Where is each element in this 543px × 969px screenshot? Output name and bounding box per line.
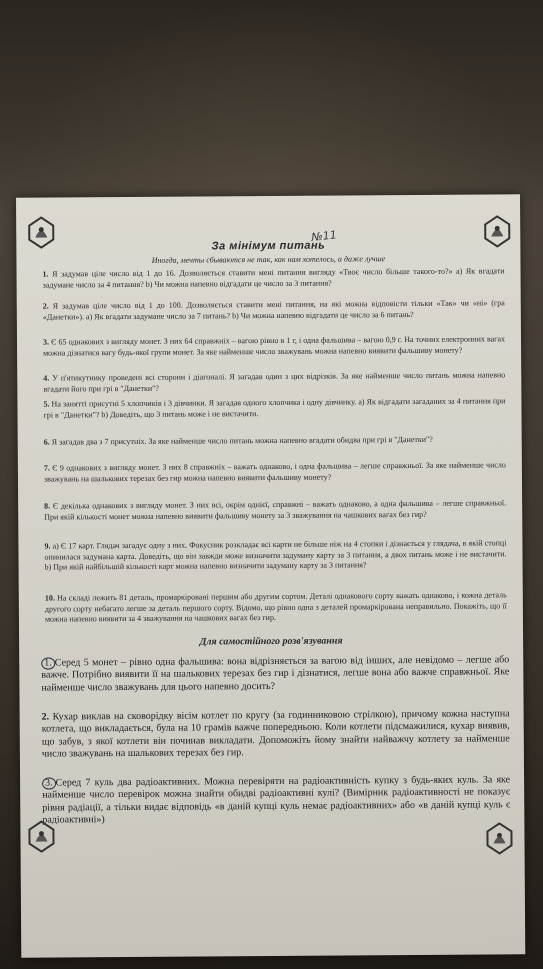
problem-4: 4. У п'ятикутнику проведені всі сторони і діагоналі. Я загадав один з цих відрізків. За яке найменше число питань можна напевно вгадати його при грі в "Данетки"? — [43, 370, 506, 394]
handwritten-note: №11 — [310, 228, 338, 244]
self-study-heading: Для самостійного розв'язування — [199, 635, 343, 648]
problem-10: 10. На складі лежить 81 деталь, промаркірованi першим або другим сортом. Деталі однакового сорту важать однаково, і кожна деталь другого сорту небагато легше за деталь першого сорту. Відомо, що рівно одна з деталей промаркірована неправильно. Покажіть, що її можна напевно виявити за 4 зважування на чашкових вагах без гир. — [44, 590, 507, 624]
self-study-problem-1: 1. Серед 5 монет – рівно одна фальшива: вона відрізняється за вагою від інших, але невідомо – легше або важче. Потрібно виявити її на шалькових терезах без гир і дізнатися, легше вона або важче справжньої. Яке найменше число зважувань для цього напевно досить? — [41, 654, 510, 694]
circled-number: 1. — [41, 658, 55, 670]
problem-3: 3. Є 65 однакових з вигляду монет. З них 64 справжніх – вагою рівно в 1 г, і одна фальшива – вагою 0,9 г. На точних електронних вагах можна дізнатися вагу будь-якої групи монет. За яке найменше число зважувань можна напевно виявити фальшиву монету? — [42, 334, 506, 358]
paper-sheet — [16, 194, 525, 958]
problem-7: 7. Є 9 однакових з вигляду монет. З них 8 справжніх – важать однаково, і одна фальшива – легше справжньої. За яке найменше число зважувань на шалькових терезах без гир можна напевно виявити фальшиву монету? — [43, 460, 506, 484]
problem-8: 8. Є декілька однакових з вигляду монет. З них всі, окрім однієї, справжні – важать однаково, а одна фальшива – легше справжньої. При якій кількості монет можна напевно виявити фальшиву монету за 3 зважування на чашкових вагах без гир? — [44, 498, 507, 522]
page-title: За мінімум питань — [211, 239, 326, 253]
self-study-problem-3: 3. Серед 7 куль два радіоактивних. Можна перевіряти на радіоактивність купку з будь-яких куль. За яке найменше число перевірок можна знайти обидві радіоактивні кулі? (Вимірник радіоактивності не показує рівня радіації, а тільки видає відповідь «в даній купці куль немає радіоактивних» або «в даній купці куль є радіоактивні») — [42, 774, 511, 826]
epigraph: Иногда, мечты сбываются не так, как нам хотелось, а даже лучше — [151, 254, 386, 265]
problem-1: 1. Я задумав ціле число від 1 до 16. Дозволяється ставити мені питання вигляду «Твоє число більше такого-то?» а) Як вгадати задумане число за 4 питання? b) Чи можна напевно відгадати це число за 3 питання? — [42, 266, 505, 290]
problem-9: 9. а) Є 17 карт. Глядач загадує одну з них. Фокусник розкладає всі карти не більше ніж на 4 стопки і дізнається у глядача, в якій стопці опинилася задумана карта. Доведіть, що він завжди може визначити задуману карту за 3 питання, а двох питань може і не вистачити. b) При якій найбільшій кількості карт можна напевно визначити задуману карту за 3 питання? — [44, 538, 507, 572]
problem-6: 6. Я загадав два з 7 присутніх. За яке найменше число питань можна напевно вгадати обидва при грі в "Данетки"? — [43, 434, 433, 447]
school-logo-icon — [484, 821, 514, 855]
problem-5: 5. На занятті присутні 5 хлопчиків і 3 дівчинки. Я загадав одного хлопчика і одну дівчинку. а) Як відгадати загаданих за 4 питання при грі в "Данетки"? b) Доведіть, що 3 питань може і не вистачити. — [43, 396, 506, 420]
circled-number: 3. — [42, 777, 56, 789]
desk-background — [0, 0, 543, 210]
problem-2: 2. Я задумав ціле число від 1 до 100. Дозволяється ставити мені питання, на які можна відповісти тільки «Так» чи «ні» (гра «Данетки»). а) Як вгадати задумане число за 7 питань? b) Чи можна напевно відгадати це число за 6 питань? — [42, 298, 505, 322]
school-logo-icon — [26, 819, 56, 853]
self-study-problem-2: 2. Кухар виклав на сковорідку вісім котлет по кругу (за годинниковою стрілкою), причому кожна наступна котлета, що викладається, була на 10 грамів важче попередньою. Коли котлети підсмажилися, кухар виявив, що забув, з якої котлети він починав викладати. Допоможіть йому знайти найважчу котлету за найменше число зважувань на шалькових терезах без гир. — [41, 708, 510, 760]
